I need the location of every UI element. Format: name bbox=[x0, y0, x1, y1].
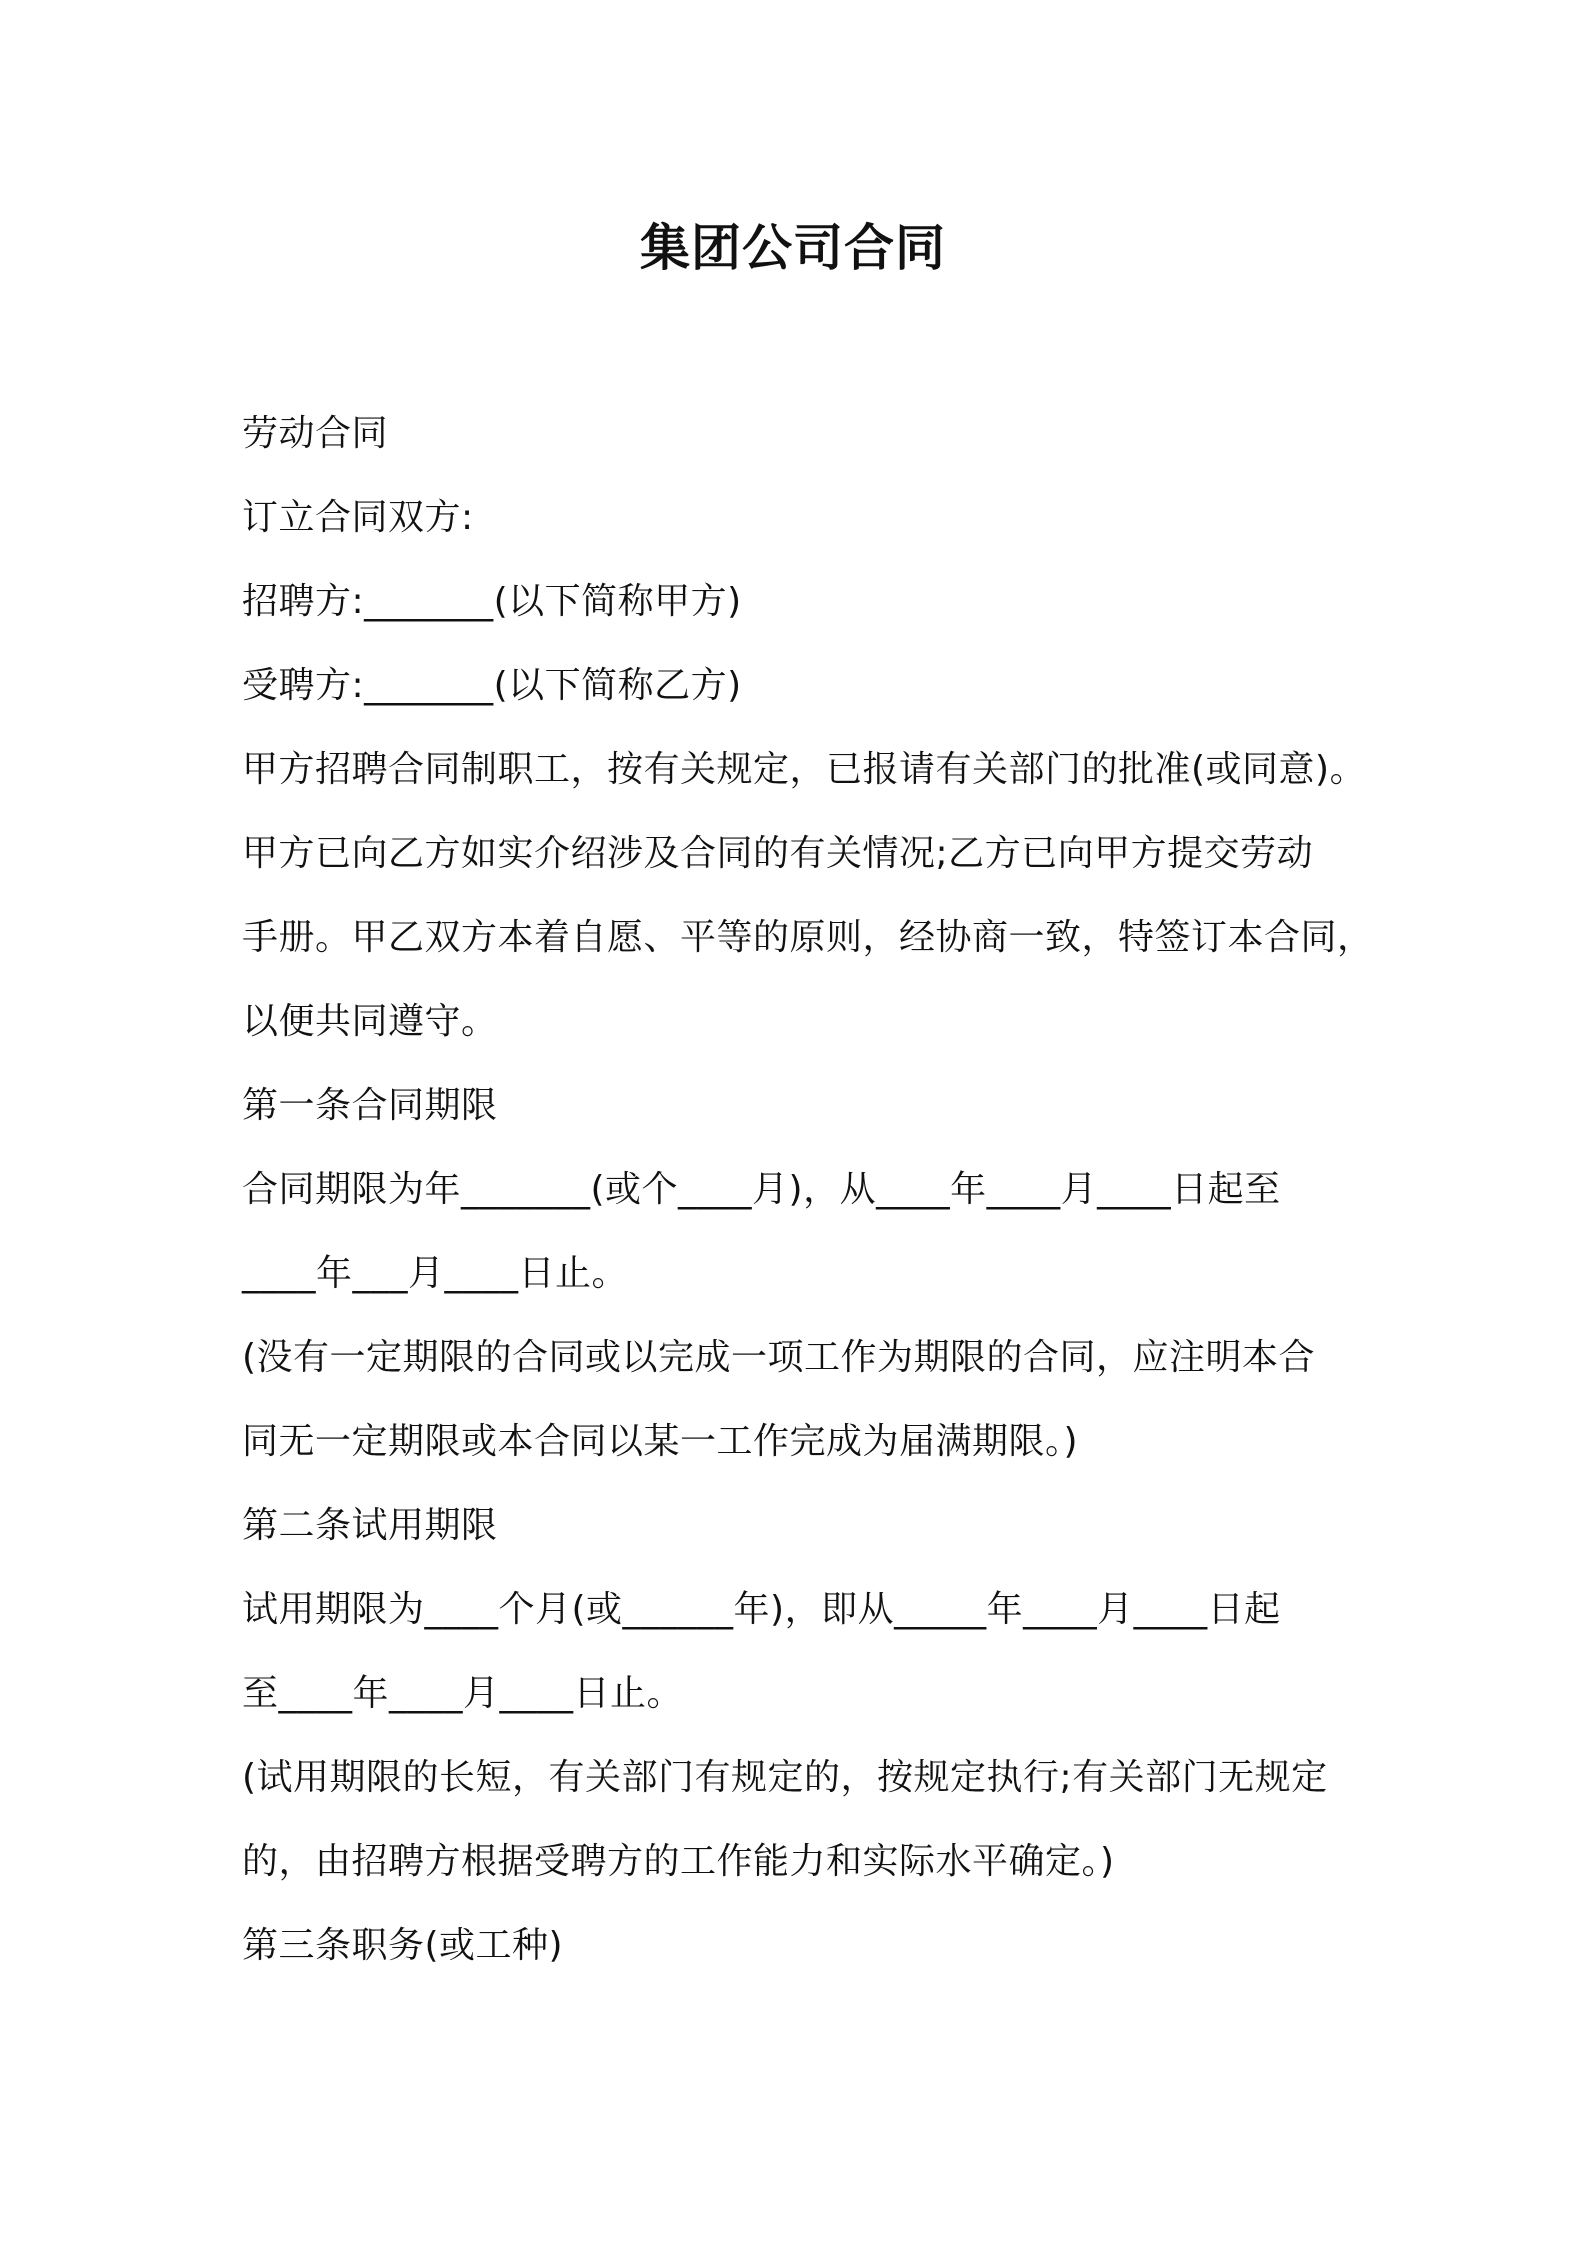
employee-line: 受聘方:_______(以下简称乙方) bbox=[242, 665, 742, 706]
article-3-heading: 第三条职务(或工种) bbox=[242, 1925, 564, 1966]
document-title: 集团公司合同 bbox=[640, 219, 946, 277]
preamble-line: 以便共同遵守。 bbox=[242, 1001, 498, 1042]
article-2-note: (试用期限的长短，有关部门有规定的，按规定执行;有关部门无规定 bbox=[242, 1757, 1328, 1798]
preamble-line: 甲方招聘合同制职工，按有关规定，已报请有关部门的批准(或同意)。 bbox=[242, 749, 1367, 790]
article-1-note: 同无一定期限或本合同以某一工作完成为届满期限。) bbox=[242, 1421, 1079, 1462]
article-2-text: 至____年____月____日止。 bbox=[242, 1673, 684, 1714]
article-2-text: 试用期限为____个月(或______年)，即从_____年____月____日起 bbox=[242, 1589, 1281, 1630]
article-2-note: 的，由招聘方根据受聘方的工作能力和实际水平确定。) bbox=[242, 1841, 1115, 1882]
preamble-line: 甲方已向乙方如实介绍涉及合同的有关情况;乙方已向甲方提交劳动 bbox=[242, 833, 1314, 874]
preamble-line: 手册。甲乙双方本着自愿、平等的原则，经协商一致，特签订本合同， bbox=[242, 917, 1374, 958]
section-heading-labor-contract: 劳动合同 bbox=[242, 413, 389, 454]
article-1-text: ____年___月____日止。 bbox=[242, 1253, 629, 1294]
article-1-note: (没有一定期限的合同或以完成一项工作为期限的合同，应注明本合 bbox=[242, 1337, 1316, 1378]
article-2-heading: 第二条试用期限 bbox=[242, 1505, 498, 1546]
contract-parties-label: 订立合同双方: bbox=[242, 497, 474, 538]
article-1-text: 合同期限为年_______(或个____月)，从____年____月____日起至 bbox=[242, 1169, 1281, 1210]
employer-line: 招聘方:_______(以下简称甲方) bbox=[242, 581, 742, 622]
article-1-heading: 第一条合同期限 bbox=[242, 1085, 498, 1126]
